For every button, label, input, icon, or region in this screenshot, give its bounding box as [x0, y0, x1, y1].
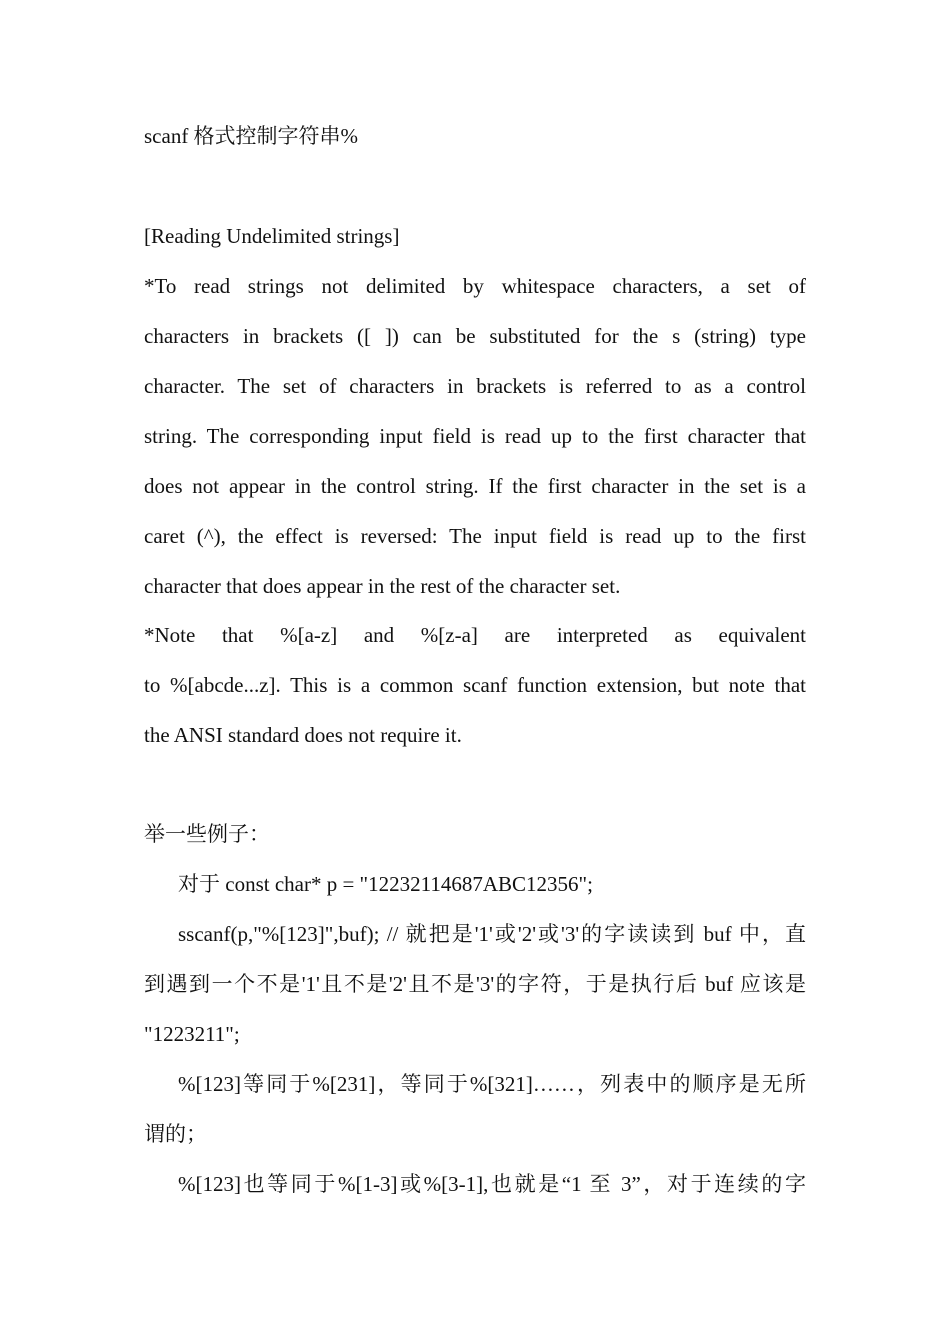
paragraph-line: *To read strings not delimited by whitespace characters, a set of — [144, 274, 806, 298]
paragraph-line: *Note that %[a-z] and %[z-a] are interpreted as equivalent — [144, 623, 806, 647]
example-line: 谓的； — [144, 1122, 207, 1146]
example-line: %[123]也等同于%[1-3]或%[3-1],也就是“1 至 3”，对于连续的字 — [178, 1172, 806, 1196]
example-line: "1223211"; — [144, 1022, 240, 1046]
paragraph-line: character. The set of characters in brackets is referred to as a control — [144, 374, 806, 398]
paragraph-line: string. The corresponding input field is read up to the first character that — [144, 424, 806, 448]
example-line: sscanf(p,"%[123]",buf); // 就把是'1'或'2'或'3'的字读读到 buf 中，直 — [178, 922, 806, 946]
paragraph-line: the ANSI standard does not require it. — [144, 723, 462, 747]
paragraph-line: to %[abcde...z]. This is a common scanf function extension, but note that — [144, 673, 806, 697]
example-line: %[123]等同于%[231]，等同于%[321]……，列表中的顺序是无所 — [178, 1072, 806, 1096]
paragraph-line: does not appear in the control string. If the first character in the set is a — [144, 474, 806, 498]
paragraph-line: caret (^), the effect is reversed: The input field is read up to the first — [144, 524, 806, 548]
example-line: 对于 const char* p = "12232114687ABC12356"; — [178, 872, 593, 896]
examples-heading: 举一些例子： — [144, 822, 270, 846]
paragraph-line: character that does appear in the rest of the character set. — [144, 574, 621, 598]
document-title: scanf 格式控制字符串% — [144, 124, 359, 148]
example-line: 到遇到一个不是'1'且不是'2'且不是'3'的字符，于是执行后 buf 应该是 — [144, 972, 806, 996]
section-heading: [Reading Undelimited strings] — [144, 224, 400, 248]
paragraph-line: characters in brackets ([ ]) can be substituted for the s (string) type — [144, 324, 806, 348]
